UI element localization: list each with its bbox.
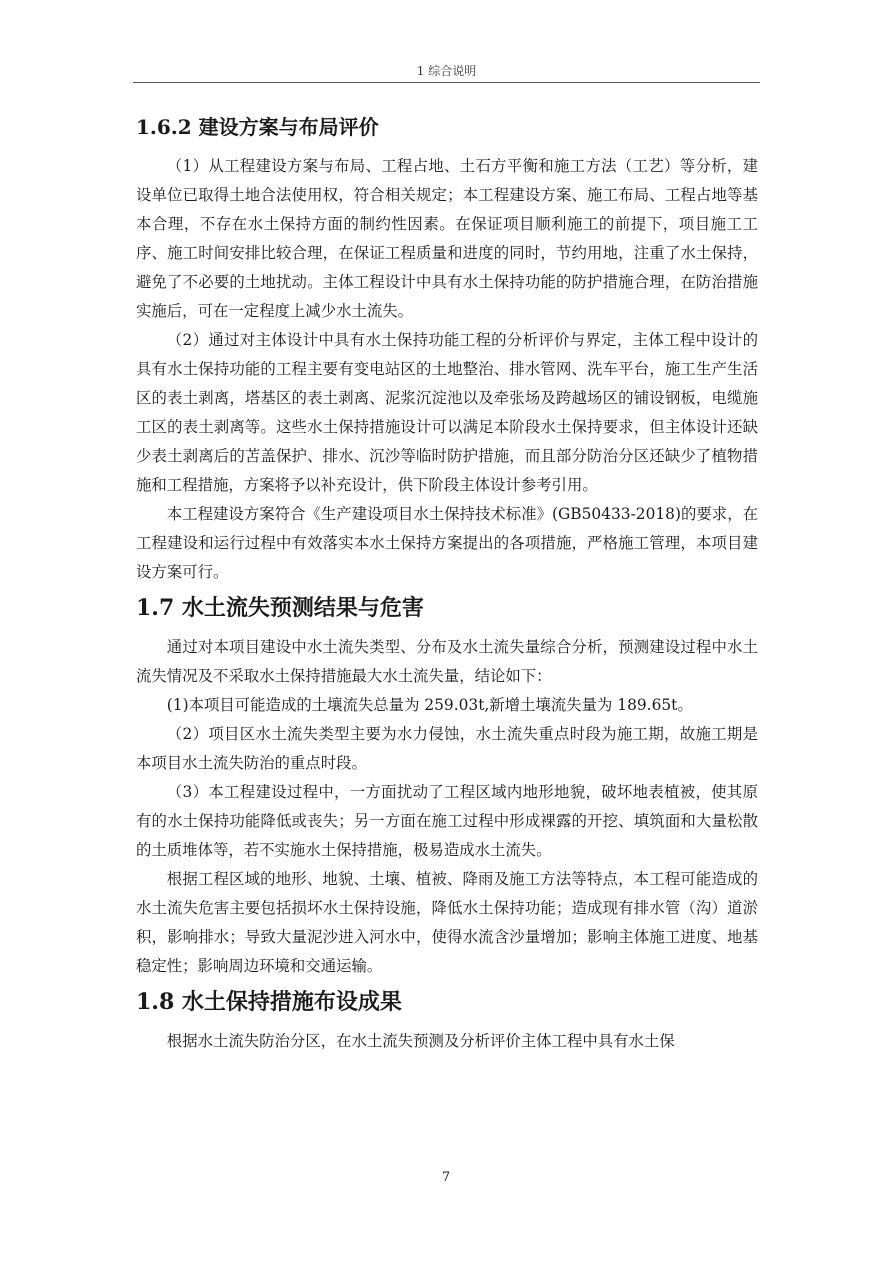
paragraph: 通过对本项目建设中水土流失类型、分布及水土流失量综合分析，预测建设过程中水土流失情况及不采取水土保持措施最大水土流失量，结论如下： bbox=[136, 638, 758, 685]
paragraph: （1）从工程建设方案与布局、工程占地、土石方平衡和施工方法（工艺）等分析，建设单位已取得土地合法使用权，符合相关规定；本工程建设方案、施工布局、工程占地等基本合理，不存在水土保持方面的制约性因素。在保证项目顺利施工的前提下，项目施工工序、施工时间安排比较合理，在保证工程质量和进度的同时，节约用地，注重了水土保持，避免了不必要的土地扰动。主体工程设计中具有水土保持功能的防护措施合理，在防治措施实施后，可在一定程度上减少水土流失。 bbox=[136, 157, 758, 320]
paragraph: （2）通过对主体设计中具有水土保持功能工程的分析评价与界定，主体工程中设计的具有水土保持功能的工程主要有变电站区的土地整治、排水管网、洗车平台，施工生产生活区的表土剥离，塔基区的表土剥离、泥浆沉淀池以及牵张场及跨越场区的铺设钢板，电缆施工区的表土剥离等。这些水土保持措施设计可以满足本阶段水土保持要求，但主体设计还缺少表土剥离后的苫盖保护、排水、沉沙等临时防护措施，而且部分防治分区还缺少了植物措施和工程措施，方案将予以补充设计，供下阶段主体设计参考引用。 bbox=[136, 331, 758, 494]
section-heading-1-8: 1.8 水土保持措施布设成果 bbox=[136, 989, 402, 1015]
section-heading-1-7: 1.7 水土流失预测结果与危害 bbox=[136, 595, 424, 621]
paragraph: 根据水土流失防治分区，在水土流失预测及分析评价主体工程中具有水土保 bbox=[166, 1032, 675, 1050]
running-header: 1 综合说明 bbox=[416, 64, 477, 78]
paragraph: 本工程建设方案符合《生产建设项目水土保持技术标准》(GB50433-2018)的要求，在工程建设和运行过程中有效落实本水土保持方案提出的各项措施，严格施工管理，本项目建设方案可行。 bbox=[136, 505, 758, 581]
paragraph: （3）本工程建设过程中，一方面扰动了工程区域内地形地貌，破坏地表植被，使其原有的水土保持功能降低或丧失；另一方面在施工过程中形成裸露的开挖、填筑面和大量松散的土质堆体等，若不实施水土保持措施，极易造成水土流失。 bbox=[136, 783, 758, 859]
paragraph: (1)本项目可能造成的土壤流失总量为 259.03t,新增土壤流失量为 189.65t。 bbox=[166, 696, 693, 714]
paragraph: （2）项目区水土流失类型主要为水力侵蚀，水土流失重点时段为施工期，故施工期是本项目水土流失防治的重点时段。 bbox=[136, 725, 758, 772]
header-rule bbox=[133, 82, 760, 83]
page-number: 7 bbox=[441, 1170, 451, 1185]
page-body bbox=[136, 112, 758, 1056]
paragraph: 根据工程区域的地形、地貌、土壤、植被、降雨及施工方法等特点，本工程可能造成的水土流失危害主要包括损坏水土保持设施，降低水土保持功能；造成现有排水管（沟）道淤积，影响排水；导致大量泥沙进入河水中，使得水流含沙量增加；影响主体施工进度、地基稳定性；影响周边环境和交通运输。 bbox=[136, 870, 758, 975]
section-heading-1-6-2: 1.6.2 建设方案与布局评价 bbox=[136, 115, 379, 139]
